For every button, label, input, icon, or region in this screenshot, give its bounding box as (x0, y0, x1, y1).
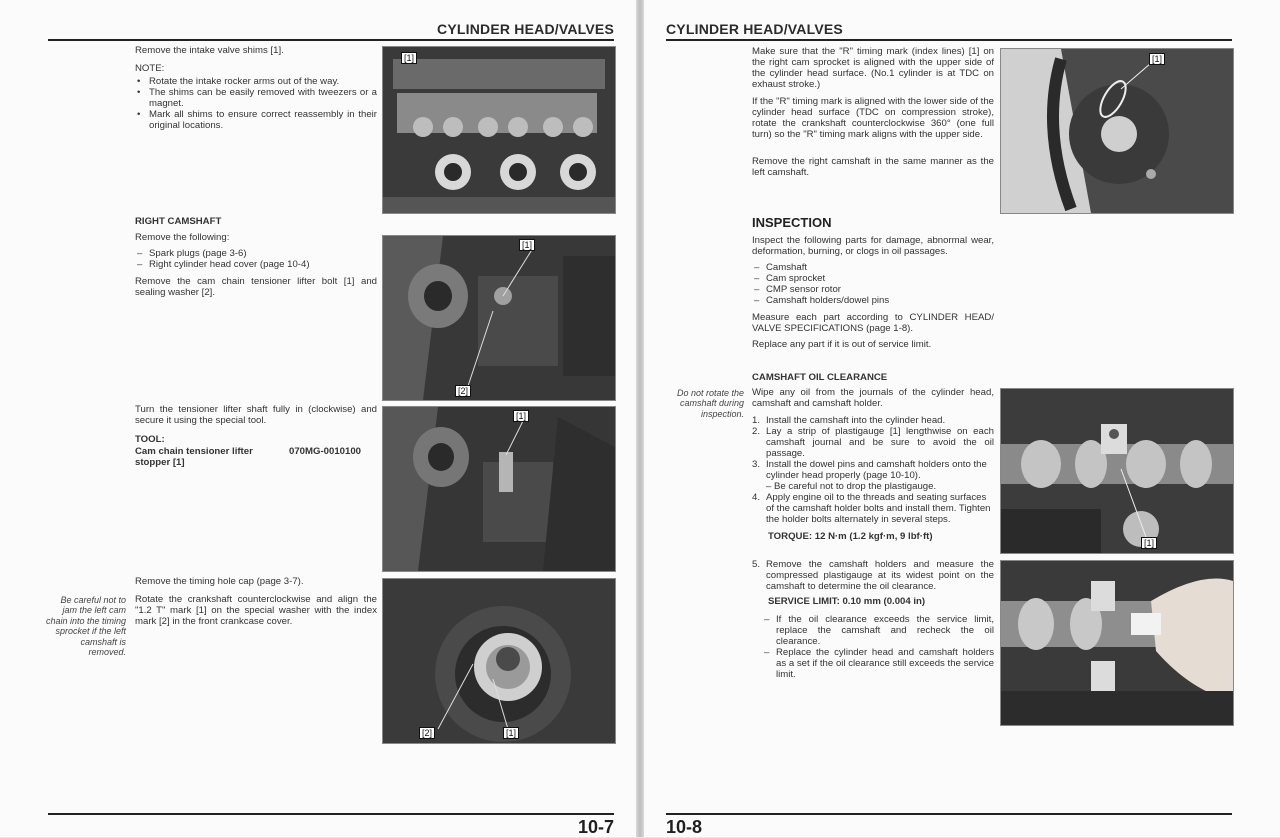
callout-1: [1] (513, 410, 529, 422)
inspect-item-3-text: CMP sensor rotor (766, 284, 841, 295)
step-1-text: Install the camshaft into the cylinder head. (766, 415, 946, 426)
callout-2: [2] (419, 727, 435, 739)
footer-rule (48, 813, 614, 815)
sub-item-1 (764, 614, 994, 647)
bullet-glyph: • (137, 76, 141, 87)
note-bullet-2 (137, 87, 377, 109)
callout-1: [1] (1141, 537, 1157, 549)
step-3-number: 3. (752, 459, 761, 470)
sub-item-2-text: Replace the cylinder head and camshaft holders as a set if the oil clearance still exceeds the service limit. (776, 647, 994, 680)
callout-2: [2] (455, 385, 471, 397)
service-limit-spec: SERVICE LIMIT: 0.10 mm (0.004 in) (768, 596, 926, 607)
remove-shims-text: Remove the intake valve shims [1]. (135, 45, 284, 56)
callout-1: [1] (401, 52, 417, 64)
bullet-glyph: • (137, 87, 141, 98)
note-bullet-3-text: Mark all shims to ensure correct reassembly in their original locations. (149, 109, 377, 131)
timing-mark-text: Make sure that the "R" timing mark (index lines) [1] on the right cam sprocket is aligned with the upper side of the cylinder head surface. (No.1 cylinder is at TDC on exhaust stroke.) (752, 46, 994, 90)
note-label: NOTE: (135, 63, 165, 74)
right-page (644, 0, 1280, 837)
plastigauge-photo (1000, 388, 1234, 554)
measure-parts-text: Measure each part according to CYLINDER HEAD/ VALVE SPECIFICATIONS (page 1-8). (752, 312, 994, 334)
dash-glyph: – (754, 273, 760, 284)
remove-timing-cap-text: Remove the timing hole cap (page 3-7). (135, 576, 304, 587)
remove-lifter-bolt-text: Remove the cam chain tensioner lifter bolt [1] and sealing washer [2]. (135, 276, 377, 298)
dash-glyph: – (754, 262, 760, 273)
side-note-do-not-rotate: Do not rotate the camshaft during inspection. (676, 388, 744, 419)
header-rule (666, 39, 1232, 41)
right-page-number: 10-8 (666, 817, 703, 837)
inspect-item-4-text: Camshaft holders/dowel pins (766, 295, 890, 306)
dash-glyph: – (754, 295, 760, 306)
step-5-number: 5. (752, 559, 761, 570)
dash-glyph: – (764, 614, 770, 625)
note-bullet-3 (137, 109, 377, 131)
side-note-left-cam-chain: Be careful not to jam the left cam chain into the timing sprocket if the left camshaft is removed. (45, 595, 126, 658)
step-4-number: 4. (752, 492, 761, 503)
dash-item-1 (137, 248, 247, 259)
wipe-oil-text: Wipe any oil from the journals of the cylinder head, camshaft and camshaft holder. (752, 387, 994, 409)
step-3-text: Install the dowel pins and camshaft holders onto the cylinder head properly (page 10-10). (766, 459, 987, 481)
replace-part-text: Replace any part if it is out of service limit. (752, 339, 932, 350)
inspect-item-3 (754, 284, 841, 295)
dash-glyph: – (137, 259, 143, 270)
inspection-heading: INSPECTION (752, 215, 832, 230)
torque-spec: TORQUE: 12 N·m (1.2 kgf·m, 9 lbf·ft) (768, 531, 933, 542)
step-3-caution: – Be careful not to drop the plastigauge. (766, 481, 937, 492)
right-page-header: CYLINDER HEAD/VALVES (666, 21, 843, 37)
step-1-number: 1. (752, 415, 761, 426)
inspect-item-1-text: Camshaft (766, 262, 808, 273)
timing-mark-photo (382, 578, 616, 744)
tool-name: Cam chain tensioner lifter stopper [1] (135, 446, 253, 468)
rotate-crankshaft-text: Rotate the crankshaft counterclockwise and align the "1.2 T" mark [1] on the special washer with the index mark [2] in the front crankcase cover. (135, 594, 377, 627)
step-2-number: 2. (752, 426, 761, 437)
footer-rule (666, 813, 1232, 815)
dash-item-2-text: Right cylinder head cover (page 10-4) (149, 259, 310, 270)
book-gutter (636, 0, 644, 837)
oil-clearance-heading: CAMSHAFT OIL CLEARANCE (752, 372, 888, 383)
remove-right-camshaft-text: Remove the right camshaft in the same manner as the left camshaft. (752, 156, 994, 178)
callout-1: [1] (503, 727, 519, 739)
sub-item-1-text: If the oil clearance exceeds the service limit, replace the camshaft and recheck the oil clearance. (776, 614, 994, 647)
sub-item-2 (764, 647, 994, 680)
note-bullet-1 (137, 76, 377, 87)
dash-glyph: – (764, 647, 770, 658)
inspection-intro: Inspect the following parts for damage, abnormal wear, deformation, burning, or clogs in oil passages. (752, 235, 994, 257)
left-page-number: 10-7 (577, 817, 614, 837)
intake-shims-photo (382, 46, 616, 214)
tensioner-bolt-photo (382, 235, 616, 401)
lifter-stopper-photo (382, 406, 616, 572)
step-2-text: Lay a strip of plastigauge [1] lengthwise on each camshaft journal and be sure to avoid the oil passage. (766, 426, 994, 459)
inspect-item-1 (754, 262, 808, 273)
compression-stroke-text: If the "R" timing mark is aligned with the lower side of the cylinder head surface (TDC on compression stroke), rotate the crankshaft counterclockwise 360° (one full turn) so the "R" timing mark aligns with the upper side. (752, 96, 994, 140)
inspect-item-4 (754, 295, 890, 306)
left-page-header: CYLINDER HEAD/VALVES (437, 21, 614, 37)
callout-1: [1] (519, 239, 535, 251)
inspect-item-2 (754, 273, 826, 284)
tool-number: 070MG-0010100 (289, 446, 362, 457)
dash-item-2 (137, 259, 310, 270)
callout-1: [1] (1149, 53, 1165, 65)
tool-label: TOOL: (135, 434, 165, 445)
cam-sprocket-photo (1000, 48, 1234, 214)
note-bullet-1-text: Rotate the intake rocker arms out of the way. (149, 76, 340, 87)
step-5-text: Remove the camshaft holders and measure the compressed plastigauge at its widest point on the camshaft to determine the oil clearance. (766, 559, 994, 592)
header-rule (48, 39, 614, 41)
remove-following-text: Remove the following: (135, 232, 230, 243)
bullet-glyph: • (137, 109, 141, 120)
dash-item-1-text: Spark plugs (page 3-6) (149, 248, 247, 259)
step-4-text: Apply engine oil to the threads and seating surfaces of the camshaft holder bolts and install them. Tighten the holder bolts alternately in several steps. (766, 492, 991, 525)
right-camshaft-heading: RIGHT CAMSHAFT (135, 216, 222, 227)
measure-clearance-photo (1000, 560, 1234, 726)
left-page (0, 0, 636, 837)
turn-lifter-text: Turn the tensioner lifter shaft fully in (clockwise) and secure it using the special tool. (135, 404, 377, 426)
inspect-item-2-text: Cam sprocket (766, 273, 826, 284)
note-bullet-2-text: The shims can be easily removed with tweezers or a magnet. (149, 87, 377, 109)
dash-glyph: – (137, 248, 143, 259)
dash-glyph: – (754, 284, 760, 295)
